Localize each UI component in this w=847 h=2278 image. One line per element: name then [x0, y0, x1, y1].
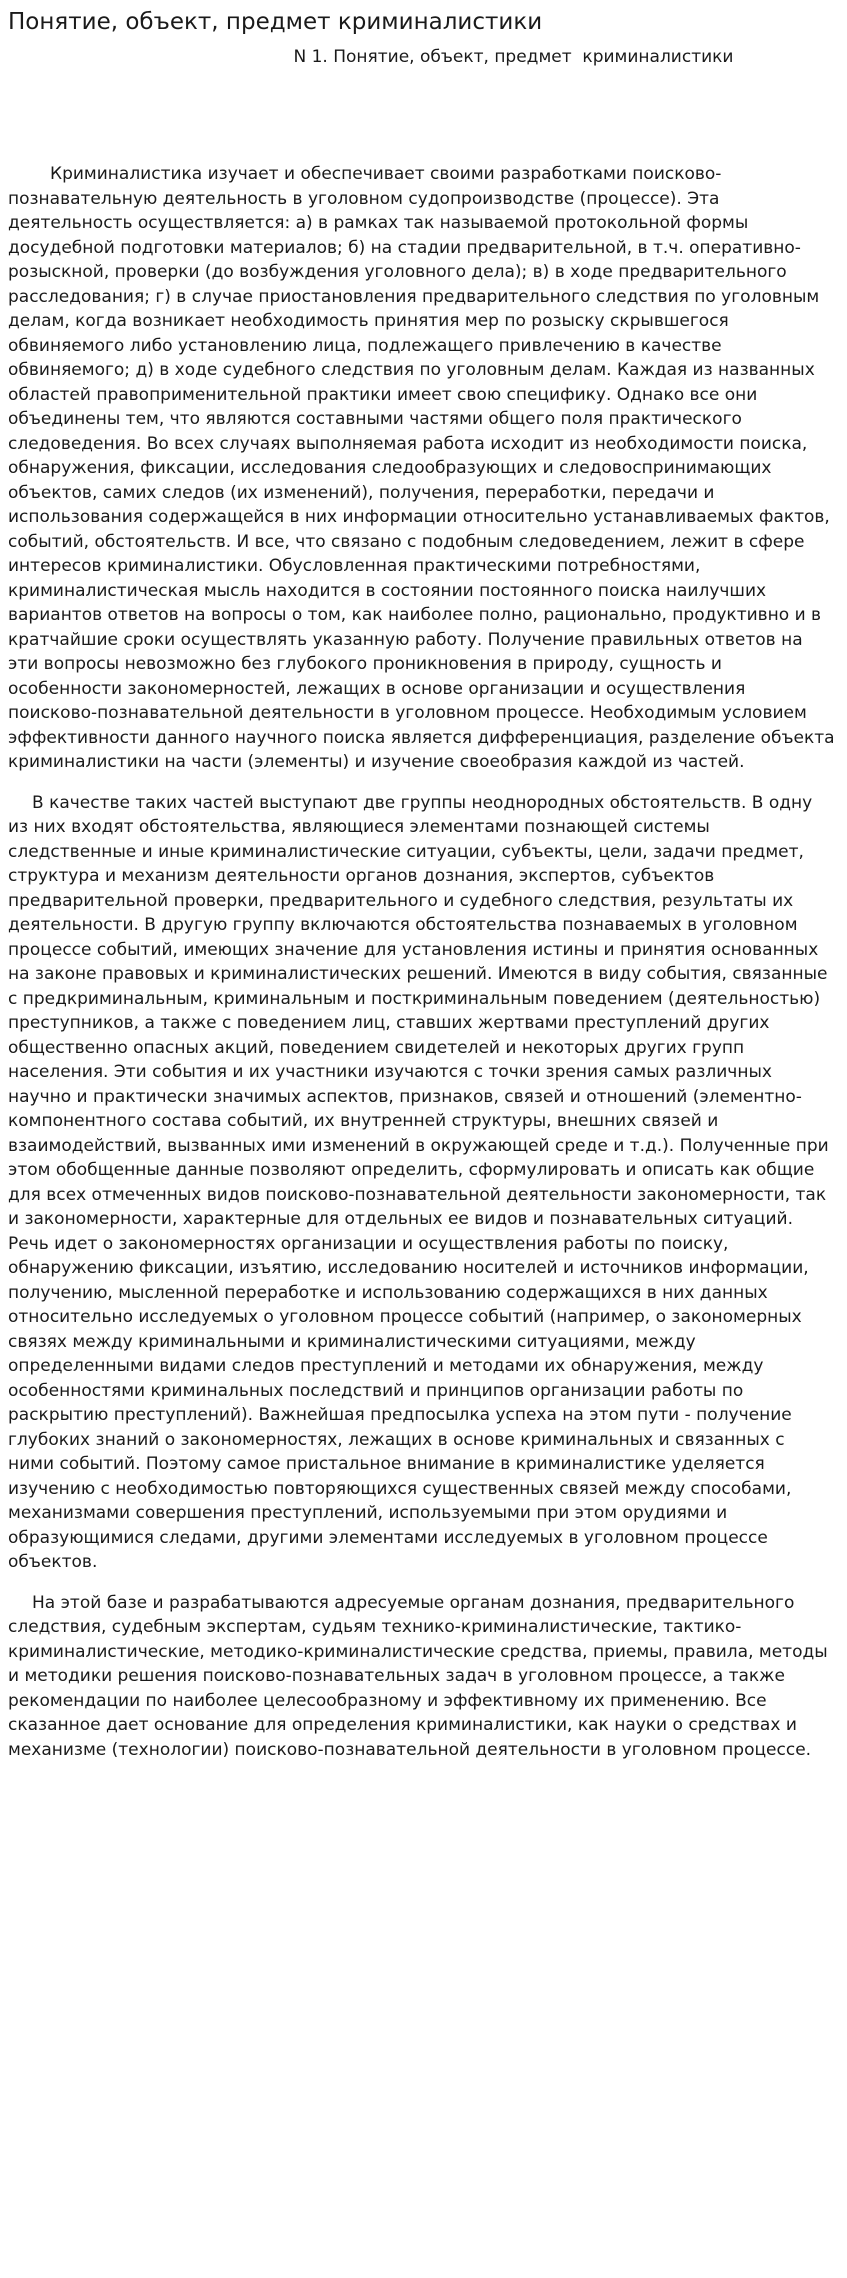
paragraph: В качестве таких частей выступают две группы неоднородных обстоятельств. В одну из них входят обстоятельства, являющиеся элементами познающей системы следственные и иные криминалистические ситуации, субъекты, цели, задачи предмет, структура и механизм деятельности органов дознания, экспертов, субъектов предварительной проверки, предварительного и судебного следствия, результаты их деятельности. В другую группу включаются обстоятельства познаваемых в уголовном процессе событий, имеющих значение для установления истины и принятия основанных на законе правовых и криминалистических решений. Имеются в виду события, связанные с предкриминальным, криминальным и посткриминальным поведением (деятельностью) преступников, а также с поведением лиц, ставших жертвами преступлений других общественно опасных акций, поведением свидетелей и некоторых других групп населения. Эти события и их участники изучаются с точки зрения самых различных научно и практически значимых аспектов, признаков, связей и отношений (элементно-компонентного состава событий, их внутренней структуры, внешних связей и взаимодействий, вызванных ими изменений в окружающей среде и т.д.). Полученные при этом обобщенные данные позволяют определить, сформулировать и описать как общие для всех отмеченных видов поисково-познавательной деятельности закономерности, так и закономерности, характерные для отдельных ее видов и познавательных ситуаций. Речь идет о закономерностях организации и осуществления работы по поиску, обнаружению фиксации, изъятию, исследованию носителей и источников информации, получению, мысленной переработке и использованию содержащихся в них данных относительно исследуемых о уголовном процессе событий (например, о закономерных связях между криминальными и криминалистическими ситуациями, между определенными видами следов преступлений и методами их обнаружения, между особенностями криминальных последствий и принципов организации работы по раскрытию преступлений). Важнейшая предпосылка успеха на этом пути - получение глубоких знаний о закономерностях, лежащих в основе криминальных и связанных с ними событий. Поэтому самое пристальное внимание в криминалистике уделяется изучению с необходимостью повторяющихся существенных связей между способами, механизмами совершения преступлений, используемыми при этом орудиями и образующимися следами, другими элементами исследуемых в уголовном процессе объектов. — [8, 792, 829, 1572]
page-title: Понятие, объект, предмет криминалистики — [8, 9, 543, 35]
paragraph: Криминалистика изучает и обеспечивает своими разработками поисково-познавательную деятельность в уголовном судопроизводстве (процессе). Эта деятельность осуществляется: а) в рамках так называемой протокольной формы досудебной подготовки материалов; б) на стадии предварительной, в т.ч. оперативно-розыскной, проверки (до возбуждения уголовного дела); в) в ходе предварительного расследования; г) в случае приостановления предварительного следствия по уголовным делам, когда возникает необходимость принятия мер по розыску скрывшегося обвиняемого либо установлению лица, подлежащего привлечению в качестве обвиняемого; д) в ходе судебного следствия по уголовным делам. Каждая из названных областей правоприменительной практики имеет свою специфику. Однако все они объединены тем, что являются составными частями общего поля практического следоведения. Во всех случаях выполняемая работа исходит из необходимости поиска, обнаружения, фиксации, исследования следообразующих и следовоспринимающих объектов, самих следов (их изменений), получения, переработки, передачи и использования содержащейся в них информации относительно устанавливаемых фактов, событий, обстоятельств. И все, что связано с подобным следоведением, лежит в сфере интересов криминалистики. Обусловленная практическими потребностями, криминалистическая мысль находится в состоянии постоянного поиска наилучших вариантов ответов на вопросы о том, как наиболее полно, рационально, продуктивно и в кратчайшие сроки осуществлять указанную работу. Получение правильных ответов на эти вопросы невозможно без глубокого проникновения в природу, сущность и особенности закономерностей, лежащих в основе организации и осуществления поисково-познавательной деятельности в уголовном процессе. Необходимым условием эффективности данного научного поиска является дифференциация, разделение объекта криминалистики на части (элементы) и изучение своеобразия каждой из частей. — [8, 164, 835, 772]
article-body — [8, 162, 836, 1762]
paragraph: На этой базе и разрабатываются адресуемые органам дознания, предварительного следствия, судебным экспертам, судьям технико-криминалистические, тактико-криминалистические, методико-криминалистические средства, приемы, правила, методы и методики решения поисково-познавательных задач в уголовном процессе, а также рекомендации по наиболее целесообразному и эффективному их применению. Все сказанное дает основание для определения криминалистики, как науки о средствах и механизме (технологии) поисково-познавательной деятельности в уголовном процессе. — [8, 1592, 828, 1760]
section-heading: N 1. Понятие, объект, предмет криминалистики — [293, 47, 734, 67]
